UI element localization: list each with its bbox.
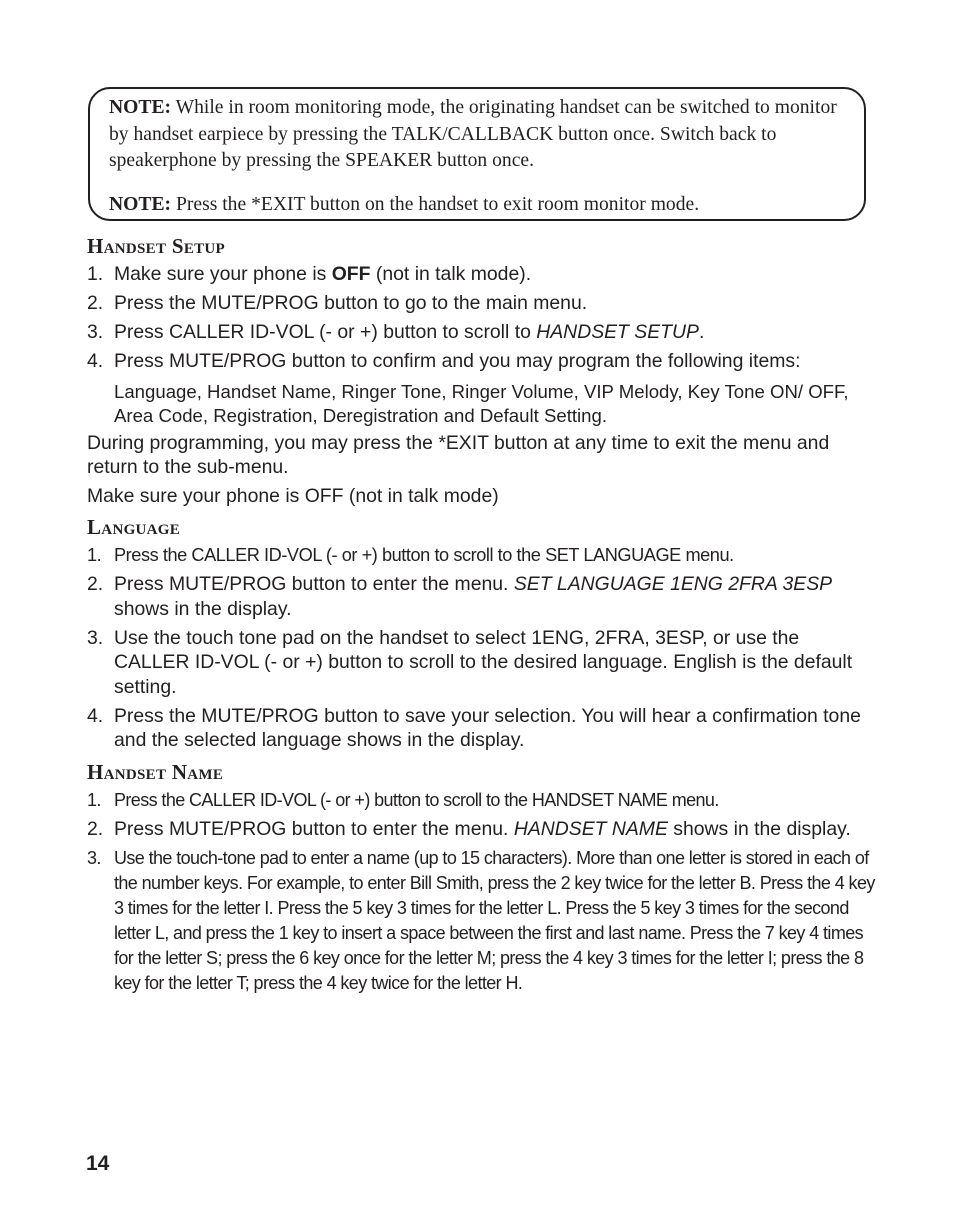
note-label: NOTE: <box>109 97 172 118</box>
note-box <box>88 87 866 221</box>
step-text: Press MUTE/PROG button to enter the menu. <box>114 818 514 840</box>
step-text: shows in the display. <box>114 597 292 620</box>
step-text: . <box>698 321 705 343</box>
list-item <box>87 291 877 316</box>
step-subtext: Language, Handset Name, Ringer Tone, Ringer Volume, VIP Melody, Key Tone ON/ OFF, Area Code, Registration, Deregistration and Default Setting. <box>114 380 849 426</box>
note-label: NOTE: <box>109 193 172 215</box>
language-steps <box>87 543 877 753</box>
page-content <box>87 232 877 996</box>
step-number: 4. <box>87 704 104 727</box>
step-text: Press the CALLER ID-VOL (- or +) button to scroll to the SET LANGUAGE menu. <box>114 545 734 565</box>
step-italic-text: HANDSET SETUP <box>536 321 699 343</box>
step-italic-text: HANDSET NAME <box>513 818 668 840</box>
step-text: Press the CALLER ID-VOL (- or +) button to scroll to the HANDSET NAME menu. <box>114 789 719 810</box>
step-number: 2. <box>87 292 104 314</box>
step-number: 1. <box>87 789 101 810</box>
handset-name-steps <box>87 788 877 997</box>
step-text: Press MUTE/PROG button to confirm and you may program the following items: <box>114 350 801 372</box>
step-number: 3. <box>87 626 104 649</box>
list-item <box>87 572 877 621</box>
step-text: Press MUTE/PROG button to enter the menu. <box>114 573 514 595</box>
step-italic-text: SET LANGUAGE 1ENG 2FRA 3ESP <box>513 573 833 595</box>
step-number: 4. <box>87 350 104 372</box>
section-heading-language: Language <box>87 515 181 539</box>
list-item <box>87 262 877 287</box>
list-item <box>87 349 877 428</box>
step-number: 3. <box>87 848 101 868</box>
list-item <box>87 320 877 345</box>
step-text: Press CALLER ID-VOL (- or +) button to scroll to <box>114 321 537 343</box>
list-item <box>87 704 877 753</box>
handset-setup-steps <box>87 262 877 428</box>
step-number: 2. <box>87 818 104 840</box>
list-item <box>87 846 877 996</box>
step-number: 1. <box>87 263 104 285</box>
note-paragraph <box>109 192 852 219</box>
step-text: Use the touch-tone pad to enter a name (up to 15 characters). More than one letter is stored in each of the number keys. For example, to enter Bill Smith, press the 2 key twice for the letter B. Press the 4 key 3 times for the letter I. Press the 5 key 3 times for the letter L. Press the 5 key 3 times for the second letter L, and press the 1 key to insert a space between the first and last name. Press the 7 key 4 times for the letter S; press the 6 key once for the letter M; press the 4 key 3 times for the letter I; press the 8 key for the letter T; press the 4 key twice for the letter H. <box>114 848 875 993</box>
step-text: (not in talk mode). <box>370 263 532 285</box>
list-item <box>87 817 877 842</box>
paragraph: Make sure your phone is OFF (not in talk mode) <box>87 484 499 507</box>
step-text: Make sure your phone is <box>114 263 332 285</box>
section-heading-handset-setup: Handset Setup <box>87 234 226 258</box>
step-text: Use the touch tone pad on the handset to select 1ENG, 2FRA, 3ESP, or use the CALLER ID-VOL (- or +) button to scroll to the desired language. English is the default setting. <box>114 626 853 698</box>
note-text: While in room monitoring mode, the originating handset can be switched to monitor by handset earpiece by pressing the TALK/CALLBACK button once. Switch back to speakerphone by pressing the SPEAKER button once. <box>109 97 837 171</box>
page-number: 14 <box>86 1152 110 1175</box>
note-paragraph <box>109 95 852 175</box>
list-item <box>87 626 877 700</box>
section-heading-handset-name: Handset Name <box>87 759 224 784</box>
step-text: shows in the display. <box>667 818 851 840</box>
step-number: 1. <box>87 545 102 565</box>
step-bold-text: OFF <box>331 263 371 285</box>
step-text: Press the MUTE/PROG button to save your selection. You will hear a confirmation tone and the selected language shows in the display. <box>114 704 861 751</box>
step-text: Press the MUTE/PROG button to go to the main menu. <box>114 292 588 314</box>
note-text: Press the *EXIT button on the handset to exit room monitor mode. <box>171 193 700 215</box>
paragraph: During programming, you may press the *EXIT button at any time to exit the menu and return to the sub-menu. <box>87 431 830 478</box>
list-item <box>87 788 877 813</box>
step-number: 2. <box>87 573 104 595</box>
list-item <box>87 543 877 568</box>
step-number: 3. <box>87 321 104 343</box>
